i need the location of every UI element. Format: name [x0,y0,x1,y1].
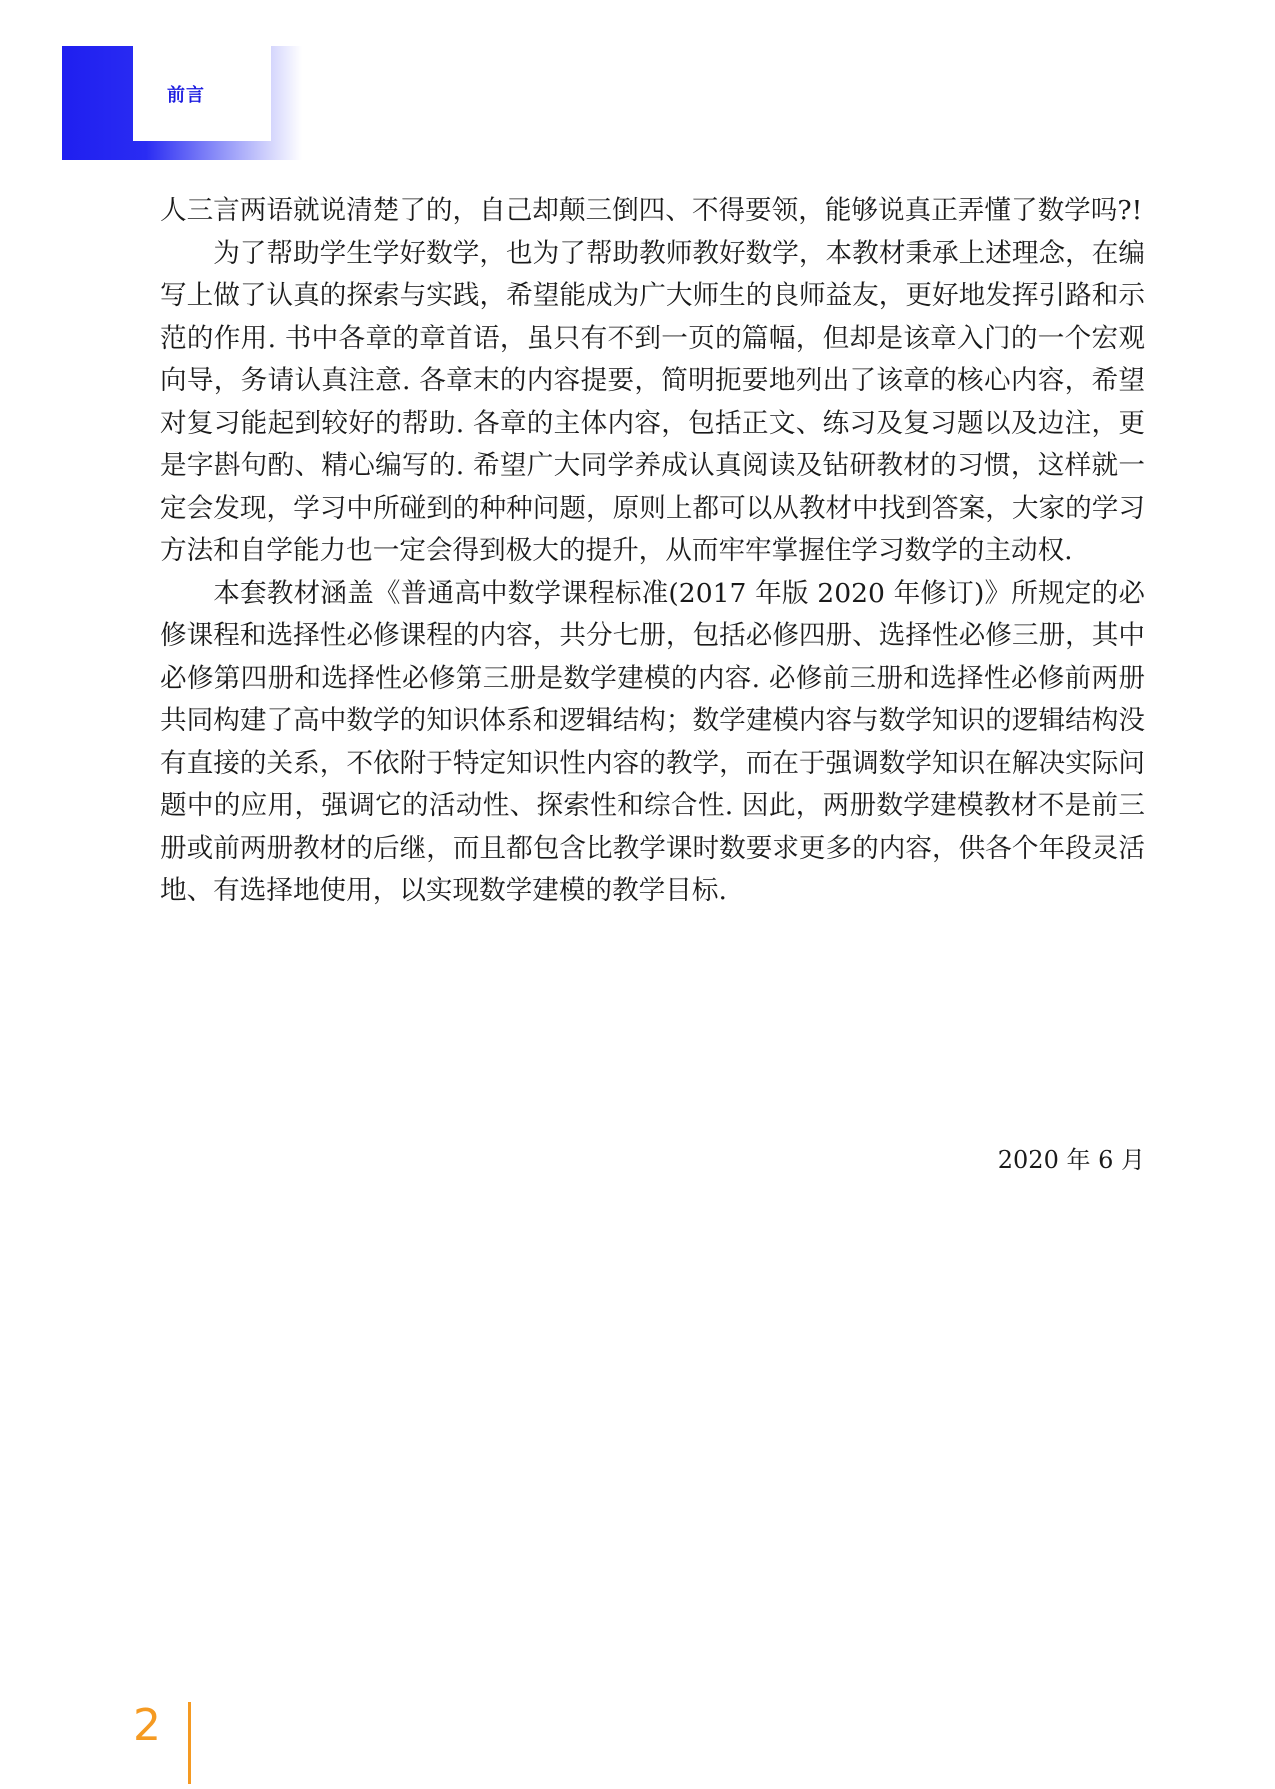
paragraph-continued: 人三言两语就说清楚了的，自己却颠三倒四、不得要领，能够说真正弄懂了数学吗?! [160,195,1143,226]
section-header [133,46,271,141]
page-number-divider [188,1702,191,1784]
paragraph: 本套教材涵盖《普通高中数学课程标准(2017 年版 2020 年修订)》所规定的必修课程和选择性必修课程的内容，共分七册，包括必修四册、选择性必修三册，其中必修第四册和选择性必修第三册是数学建模的内容. 必修前三册和选择性必修前两册共同构建了高中数学的知识体系和逻辑结构；数学建模内容与数学知识的逻辑结构没有直接的关系，不依附于特定知识性内容的教学，而在于强调数学知识在解决实际问题中的应用，强调它的活动性、探索性和综合性. 因此，两册数学建模教材不是前三册或前两册教材的后继，而且都包含比教学课时数要求更多的内容，供各个年段灵活地、有选择地使用，以实现数学建模的教学目标. [160,577,1145,906]
paragraph: 为了帮助学生学好数学，也为了帮助教师教好数学，本教材秉承上述理念，在编写上做了认真的探索与实践，希望能成为广大师生的良师益友，更好地发挥引路和示范的作用. 书中各章的章首语，虽只有不到一页的篇幅，但却是该章入门的一个宏观向导，务请认真注意. 各章末的内容提要，简明扼要地列出了该章的核心内容，希望对复习能起到较好的帮助. 各章的主体内容，包括正文、练习及复习题以及边注，更是字斟句酌、精心编写的. 希望广大同学养成认真阅读及钻研教材的习惯，这样就一定会发现，学习中所碰到的种种问题，原则上都可以从教材中找到答案，大家的学习方法和自学能力也一定会得到极大的提升，从而牢牢掌握住学习数学的主动权. [160,237,1145,566]
section-title: 前言 [167,84,205,106]
date-signature: 2020 年 6 月 [997,1146,1145,1174]
body-text [160,190,1145,913]
page-number: 2 [133,1700,161,1751]
